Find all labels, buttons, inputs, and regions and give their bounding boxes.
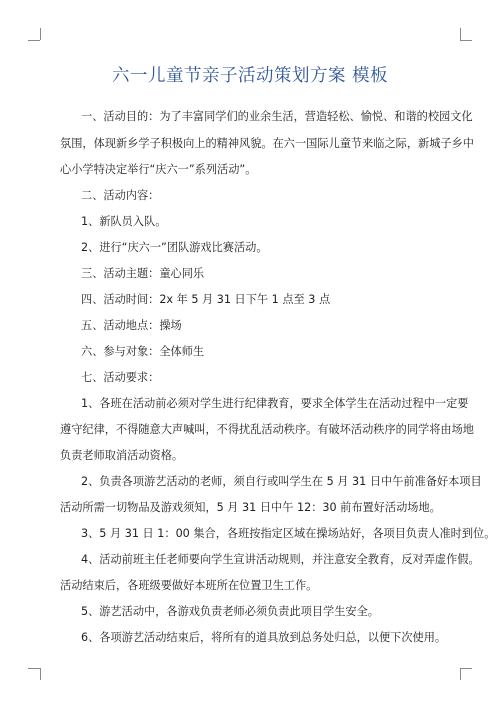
crop-mark-bottom-right-v [460,668,461,680]
crop-mark-top-right-v [460,28,461,40]
crop-mark-top-right-h [460,40,472,41]
list-item: 2、进行“庆六一”团队游戏比赛活动。 [81,241,268,254]
paragraph-line: 4、活动前班主任老师要向学生宣讲活动规则，并注意安全教育，反对弄虚作假。 [81,553,480,566]
paragraph-line: 6、各项游艺活动结束后，将所有的道具放到总务处归总，以便下次使用。 [81,631,447,644]
paragraph-line: 氛围，体现新乡学子积极向上的精神风貌。在六一国际儿童节来临之际，新城子乡中 [60,137,474,150]
paragraph-line: 心小学特决定举行“庆六一”系列活动”。 [60,163,257,176]
crop-mark-bottom-right-h [460,668,472,669]
paragraph-line: 活动结束后，各班级要做好本班所在位置卫生工作。 [60,579,318,592]
paragraph-line: 活动所需一切物品及游戏须知，5 月 31 日中午 12：30 前布置好活动场地。 [60,501,441,514]
document-title: 六一儿童节亲子活动策划方案 模板 [111,66,389,86]
paragraph-line: 5、游艺活动中，各游戏负责老师必须负责此项目学生安全。 [81,605,379,618]
section-heading: 四、活动时间：2x 年 5 月 31 日下午 1 点至 3 点 [81,293,331,306]
crop-mark-top-left-v [40,28,41,40]
paragraph-line: 遵守纪律，不得随意大声喊叫，不得扰乱活动秩序。有破坏活动秩序的同学将由场地 [60,423,474,436]
section-heading: 七、活动要求： [81,371,160,384]
section-heading: 三、活动主题：童心同乐 [81,267,205,280]
section-heading: 二、活动内容： [81,189,160,202]
section-heading: 六、参与对象：全体师生 [81,345,205,358]
crop-mark-bottom-left-v [40,668,41,680]
paragraph-line: 一、活动目的：为了丰富同学们的业余生活，营造轻松、愉悦、和谐的校园文化 [81,110,473,123]
paragraph-line: 1、各班在活动前必须对学生进行纪律教育，要求全体学生在活动过程中一定要 [81,397,469,410]
section-heading: 五、活动地点：操场 [81,319,182,332]
crop-mark-bottom-left-h [28,668,40,669]
paragraph-line: 2、负责各项游艺活动的老师，须自行或叫学生在 5 月 31 日中午前准备好本项目 [81,475,482,488]
list-item: 1、新队员入队。 [81,215,167,228]
crop-mark-top-left-h [28,40,40,41]
paragraph-line: 3、5 月 31 日 1：00 集合，各班按指定区域在操场站好，各项目负责人准时到位。 [81,527,496,540]
paragraph-line: 负责老师取消活动资格。 [60,449,184,462]
